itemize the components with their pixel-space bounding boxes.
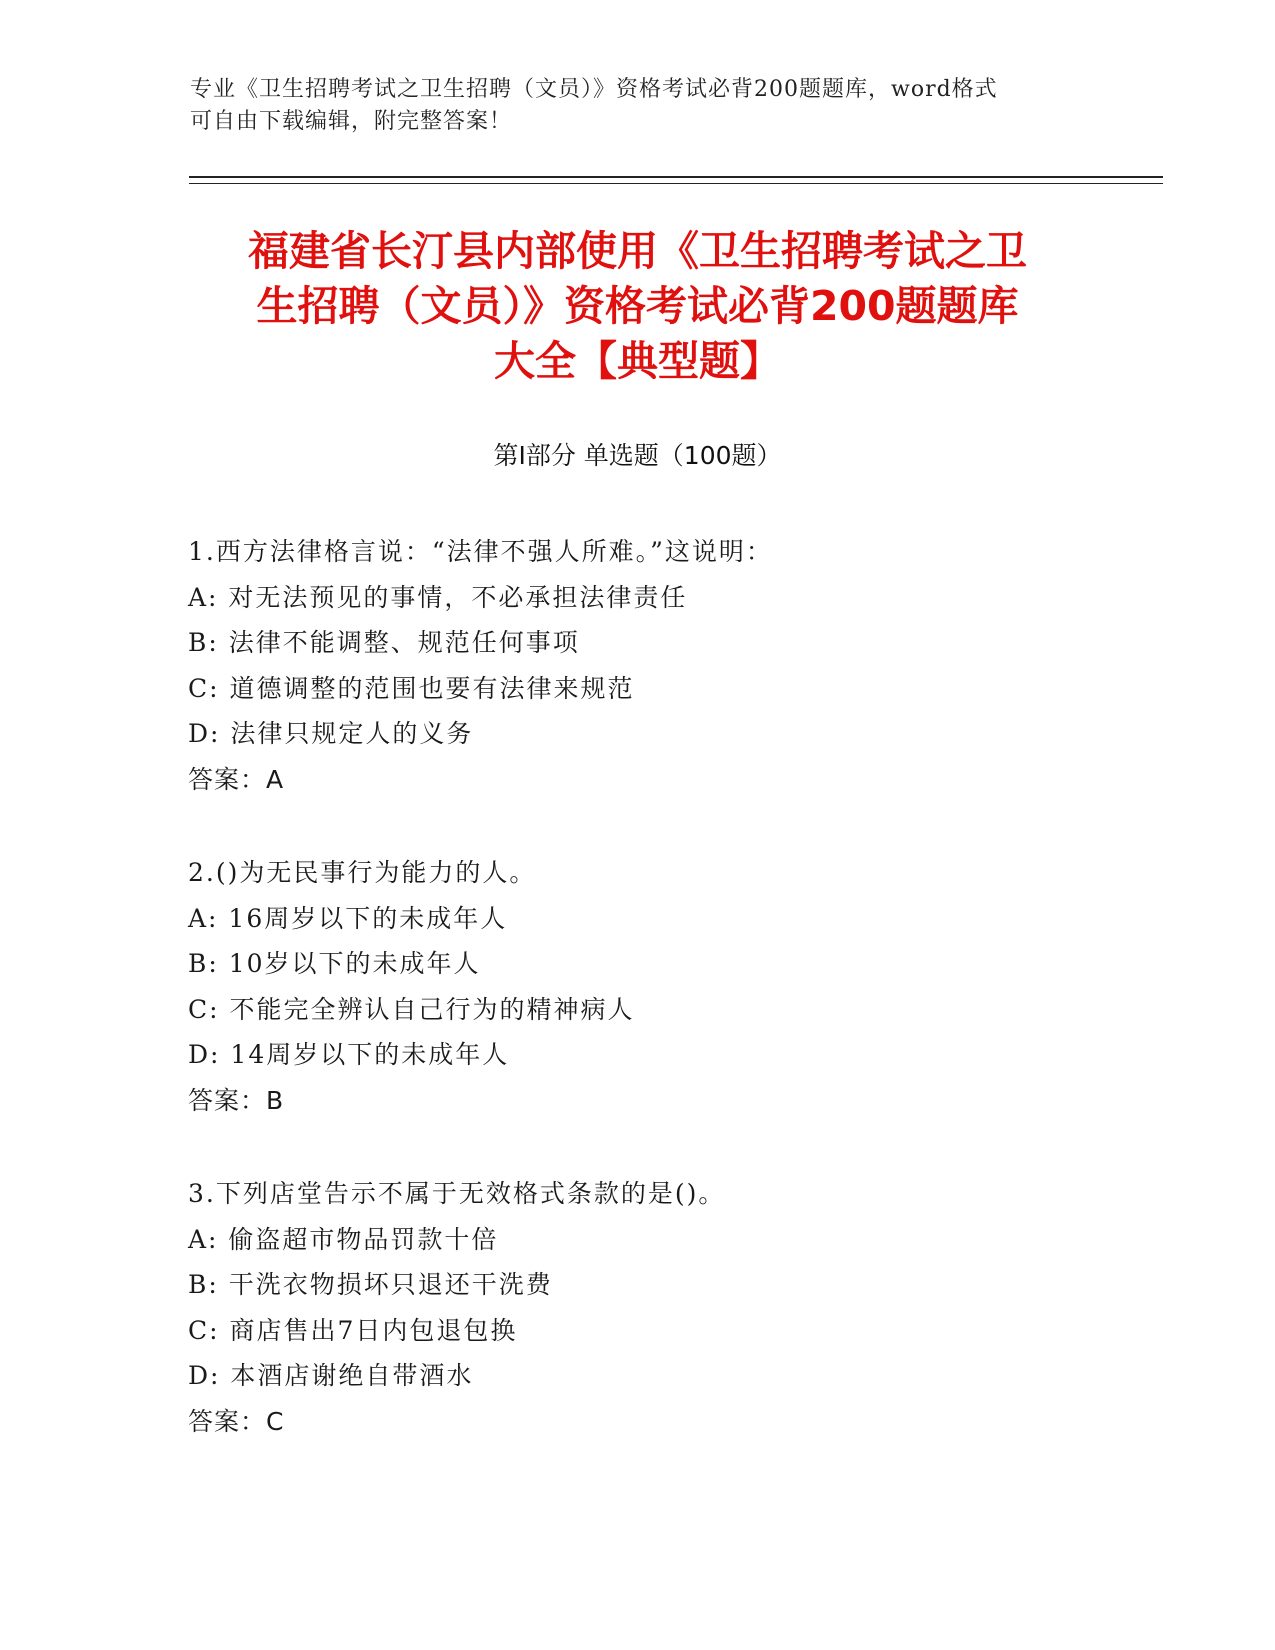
option-c: C: 商店售出7日内包退包换 bbox=[188, 1315, 518, 1345]
option-d: D: 14周岁以下的未成年人 bbox=[188, 1040, 510, 1069]
header-note-line-1: 专业《卫生招聘考试之卫生招聘（文员）》资格考试必背200题题库，word格式 bbox=[190, 77, 998, 102]
question-list bbox=[188, 529, 1088, 1492]
header-note-line-2: 可自由下载编辑，附完整答案！ bbox=[190, 109, 513, 134]
document-title-line-2: 生招聘（文员）》资格考试必背200题题库 bbox=[256, 282, 1019, 330]
option-a: A: 偷盗超市物品罚款十倍 bbox=[188, 1224, 499, 1254]
answer-line: 答案：C bbox=[188, 1406, 285, 1436]
question-item bbox=[188, 1171, 1088, 1444]
document-title bbox=[190, 224, 1085, 389]
question-stem: 3.下列店堂告示不属于无效格式条款的是()。 bbox=[188, 1179, 726, 1208]
option-b: B: 干洗衣物损坏只退还干洗费 bbox=[188, 1270, 553, 1299]
question-stem: 2.()为无民事行为能力的人。 bbox=[188, 858, 537, 887]
document-title-line-1: 福建省长汀县内部使用《卫生招聘考试之卫 bbox=[248, 227, 1027, 275]
answer-line: 答案：B bbox=[188, 1085, 285, 1115]
question-stem: 1.西方法律格言说：“法律不强人所难。”这说明： bbox=[188, 537, 773, 566]
header-note bbox=[190, 74, 1070, 138]
option-a: A: 16周岁以下的未成年人 bbox=[188, 903, 508, 933]
option-c: C: 不能完全辨认自己行为的精神病人 bbox=[188, 994, 635, 1024]
document-title-line-3: 大全【典型题】 bbox=[494, 337, 781, 385]
answer-line: 答案：A bbox=[188, 764, 285, 794]
option-c: C: 道德调整的范围也要有法律来规范 bbox=[188, 673, 635, 703]
header-divider-thick bbox=[189, 176, 1163, 178]
section-title: 第Ⅰ部分 单选题（100题） bbox=[493, 441, 782, 470]
option-d: D: 法律只规定人的义务 bbox=[188, 719, 474, 748]
question-item bbox=[188, 850, 1088, 1123]
header-divider-thin bbox=[189, 183, 1163, 184]
option-d: D: 本酒店谢绝自带酒水 bbox=[188, 1361, 474, 1390]
option-b: B: 法律不能调整、规范任何事项 bbox=[188, 628, 580, 657]
option-a: A: 对无法预见的事情，不必承担法律责任 bbox=[188, 582, 688, 612]
option-b: B: 10岁以下的未成年人 bbox=[188, 949, 481, 978]
question-item bbox=[188, 529, 1088, 802]
